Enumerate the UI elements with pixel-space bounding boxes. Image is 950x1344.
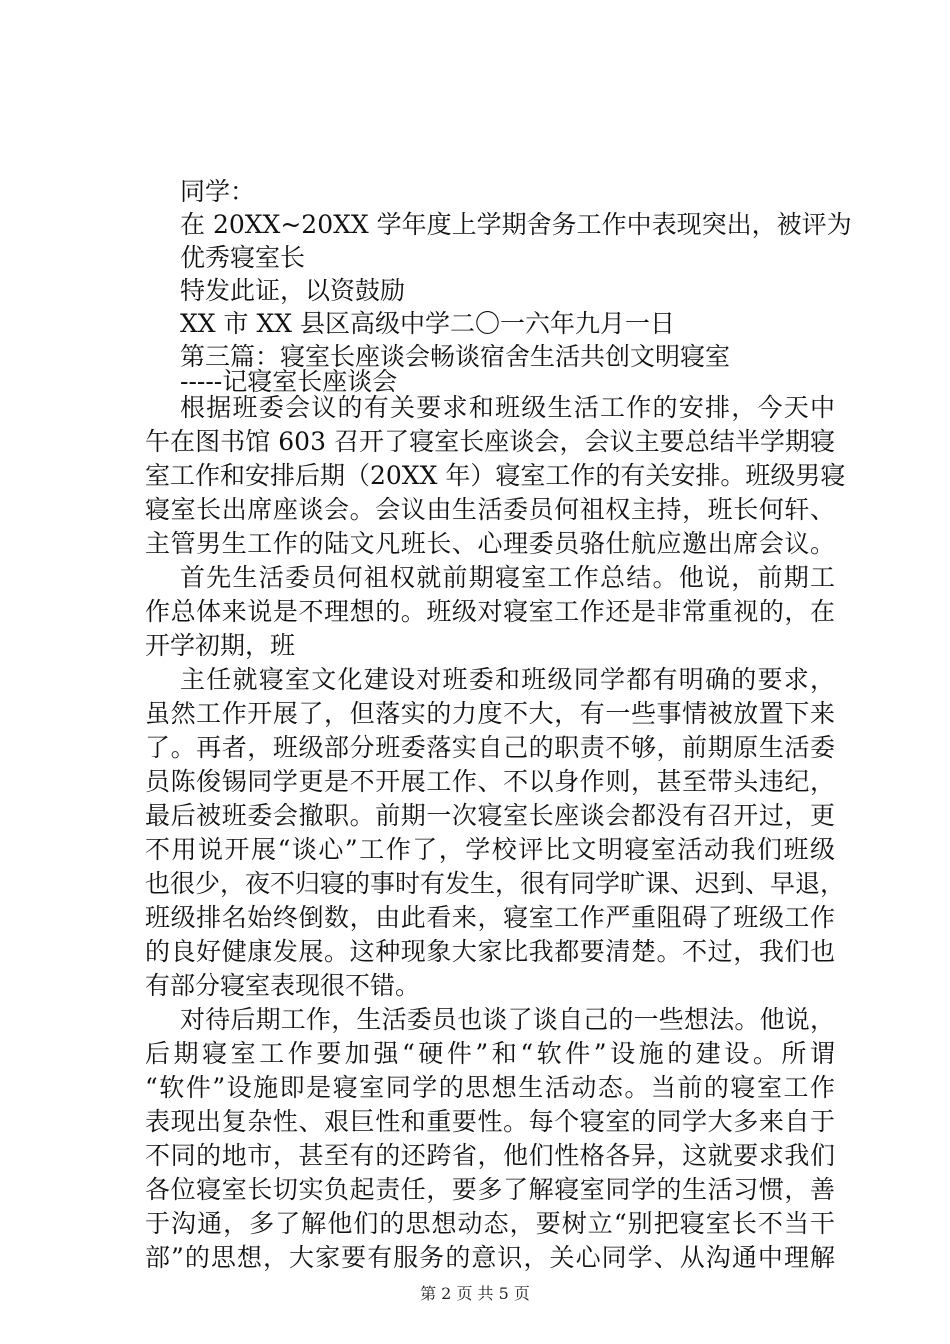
body-line: 了。再者，班级部分班委落实自己的职责不够，前期原生活委 bbox=[145, 733, 835, 762]
body-line: 不同的地市，甚至有的还跨省，他们性格各异，这就要求我们 bbox=[145, 1141, 835, 1170]
body-line: 也很少，夜不归寝的事时有发生，很有同学旷课、迟到、早退， bbox=[145, 869, 846, 898]
section-title: 第三篇：寝室长座谈会畅谈宿舍生活共创文明寝室 bbox=[180, 342, 731, 371]
body-line: 表现出复杂性、艰巨性和重要性。每个寝室的同学大多来自于 bbox=[145, 1107, 835, 1136]
body-line: 最后被班委会撤职。前期一次寝室长座谈会都没有召开过，更 bbox=[145, 801, 835, 830]
body-line: 虽然工作开展了，但落实的力度不大，有一些事情被放置下来 bbox=[145, 699, 835, 728]
body-line: 不用说开展“谈心”工作了，学校评比文明寝室活动我们班级 bbox=[145, 835, 835, 864]
body-line: 主管男生工作的陆文凡班长、心理委员骆仕航应邀出席会议。 bbox=[145, 529, 835, 558]
certificate-line-4: 特发此证，以资鼓励 bbox=[180, 276, 406, 305]
body-line: 首先生活委员何祖权就前期寝室工作总结。他说，前期工 bbox=[180, 563, 835, 592]
body-line: 的良好健康发展。这种现象大家比我都要清楚。不过，我们也 bbox=[145, 937, 835, 966]
body-line: 根据班委会议的有关要求和班级生活工作的安排，今天中 bbox=[180, 393, 835, 422]
body-line: 午在图书馆 603 召开了寝室长座谈会，会议主要总结半学期寝 bbox=[145, 427, 835, 456]
body-line: 后期寝室工作要加强“硬件”和“软件”设施的建设。所谓 bbox=[145, 1039, 835, 1068]
body-line: 主任就寝室文化建设对班委和班级同学都有明确的要求， bbox=[180, 665, 835, 694]
certificate-line-2: 在 20XX~20XX 学年度上学期舍务工作中表现突出，被评为 bbox=[180, 210, 852, 239]
body-line: 室工作和安排后期（20XX 年）寝室工作的有关安排。班级男寝 bbox=[145, 461, 846, 490]
body-line: 对待后期工作，生活委员也谈了谈自己的一些想法。他说， bbox=[180, 1005, 835, 1034]
body-line: 寝室长出席座谈会。会议由生活委员何祖权主持，班长何轩、 bbox=[145, 495, 835, 524]
certificate-line-3: 优秀寝室长 bbox=[180, 243, 306, 272]
certificate-line-1: 同学： bbox=[180, 177, 256, 206]
body-line: 有部分寝室表现很不错。 bbox=[145, 971, 421, 1000]
section-subtitle: -----记寝室长座谈会 bbox=[180, 367, 398, 396]
body-line: 班级排名始终倒数，由此看来，寝室工作严重阻碍了班级工作 bbox=[145, 903, 835, 932]
page-footer: 第 2 页 共 5 页 bbox=[420, 1284, 530, 1303]
body-line: 各位寝室长切实负起责任，要多了解寝室同学的生活习惯，善 bbox=[145, 1175, 835, 1204]
certificate-line-5: XX 市 XX 县区高级中学二〇一六年九月一日 bbox=[180, 309, 676, 338]
body-line: 作总体来说是不理想的。班级对寝室工作还是非常重视的，在 bbox=[145, 597, 835, 626]
body-line: 部”的思想，大家要有服务的意识，关心同学、从沟通中理解 bbox=[145, 1243, 835, 1272]
body-line: “软件”设施即是寝室同学的思想生活动态。当前的寝室工作 bbox=[145, 1073, 835, 1102]
body-line: 于沟通，多了解他们的思想动态，要树立“别把寝室长不当干 bbox=[145, 1209, 835, 1238]
body-line: 员陈俊锡同学更是不开展工作、不以身作则，甚至带头违纪， bbox=[145, 767, 835, 796]
body-line: 开学初期，班 bbox=[145, 631, 296, 660]
